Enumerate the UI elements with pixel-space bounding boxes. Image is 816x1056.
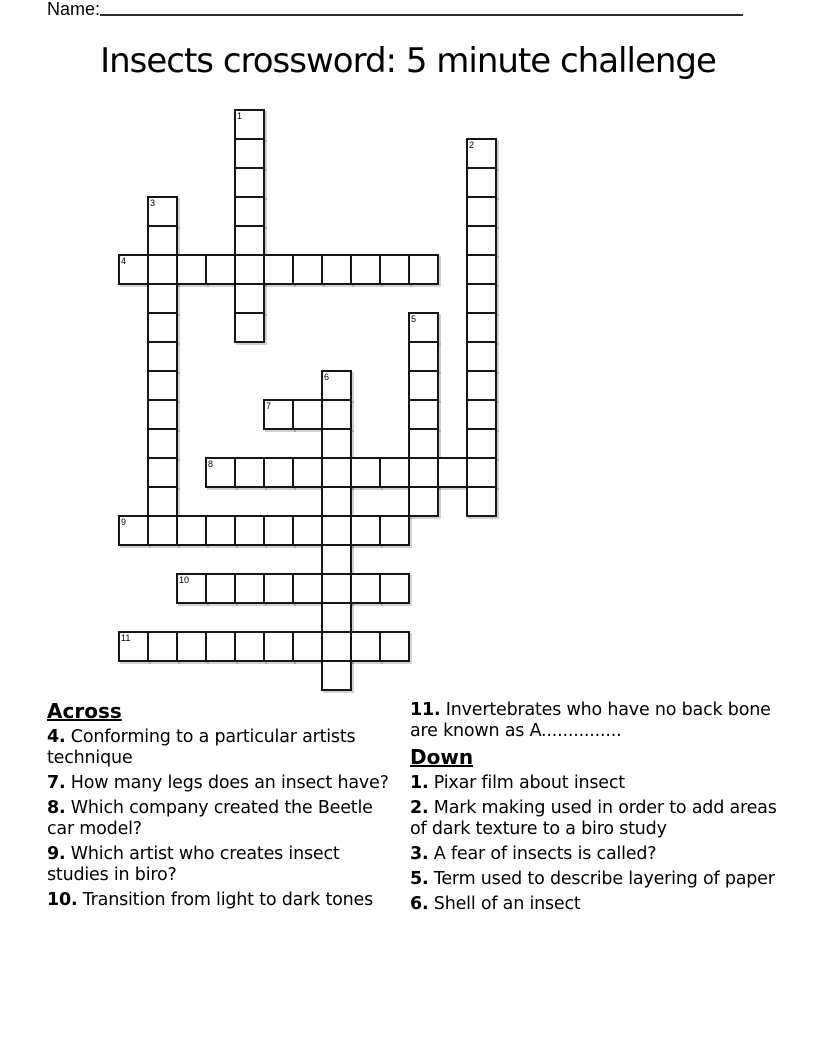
crossword-cell[interactable] [321, 457, 352, 488]
crossword-cell[interactable] [205, 457, 236, 488]
crossword-cell[interactable] [321, 254, 352, 285]
clue-number: 5. [410, 869, 429, 889]
clue-text: Pixar film about insect [428, 773, 625, 793]
clue-text: Mark making used in order to add areas of dark texture to a biro study [410, 798, 777, 839]
clue-across-8 [47, 798, 395, 840]
crossword-cell[interactable] [147, 370, 178, 401]
crossword-cell[interactable] [466, 196, 497, 227]
crossword-cell[interactable] [466, 312, 497, 343]
clue-number: 1. [410, 773, 429, 793]
crossword-cell[interactable] [263, 631, 294, 662]
cell-number: 6 [324, 372, 330, 382]
crossword-cell[interactable] [408, 370, 439, 401]
clue-text: Shell of an insect [428, 894, 581, 914]
crossword-cell[interactable] [350, 254, 381, 285]
crossword-cell[interactable] [466, 370, 497, 401]
crossword-cell[interactable] [234, 196, 265, 227]
crossword-cell[interactable] [147, 225, 178, 256]
page-title: Insects crossword: 5 minute challenge [100, 41, 716, 81]
crossword-cell[interactable] [263, 515, 294, 546]
clues-right-column [410, 700, 778, 919]
crossword-cell[interactable] [321, 486, 352, 517]
crossword-cell[interactable] [466, 428, 497, 459]
crossword-cell[interactable] [379, 254, 410, 285]
clues-left-column [47, 700, 395, 915]
crossword-cell[interactable] [379, 457, 410, 488]
cell-number: 2 [469, 140, 475, 150]
crossword-cell[interactable] [321, 573, 352, 604]
crossword-cell[interactable] [466, 254, 497, 285]
crossword-cell[interactable] [321, 515, 352, 546]
crossword-cell[interactable] [147, 428, 178, 459]
clue-number: 3. [410, 844, 429, 864]
crossword-cell[interactable] [466, 138, 497, 169]
crossword-cell[interactable] [205, 573, 236, 604]
crossword-cell[interactable] [147, 457, 178, 488]
cell-number: 5 [411, 314, 417, 324]
crossword-cell[interactable] [321, 660, 352, 691]
crossword-cell[interactable] [408, 254, 439, 285]
crossword-cell[interactable] [234, 138, 265, 169]
crossword-cell[interactable] [147, 486, 178, 517]
crossword-cell[interactable] [234, 109, 265, 140]
crossword-cell[interactable] [350, 631, 381, 662]
cell-number: 10 [179, 575, 190, 585]
crossword-cell[interactable] [292, 631, 323, 662]
crossword-cell[interactable] [321, 399, 352, 430]
crossword-cell[interactable] [176, 631, 207, 662]
crossword-cell[interactable] [408, 428, 439, 459]
cell-number: 1 [237, 111, 243, 121]
clue-number: 11. [410, 700, 441, 720]
crossword-cell[interactable] [234, 283, 265, 314]
crossword-cell[interactable] [292, 254, 323, 285]
crossword-cell[interactable] [147, 341, 178, 372]
crossword-cell[interactable] [118, 631, 149, 662]
cell-number: 8 [208, 459, 214, 469]
crossword-cell[interactable] [147, 254, 178, 285]
clue-across-9 [47, 844, 395, 886]
crossword-cell[interactable] [408, 457, 439, 488]
clue-across-10 [47, 890, 395, 911]
crossword-cell[interactable] [466, 457, 497, 488]
crossword-cell[interactable] [292, 515, 323, 546]
crossword-cell[interactable] [321, 370, 352, 401]
cell-number: 4 [121, 256, 127, 266]
clue-text: A fear of insects is called? [428, 844, 657, 864]
crossword-cell[interactable] [321, 544, 352, 575]
clue-down-2 [410, 798, 778, 840]
crossword-cell[interactable] [408, 486, 439, 517]
crossword-cell[interactable] [147, 312, 178, 343]
crossword-cell[interactable] [234, 225, 265, 256]
clue-down-1 [410, 773, 778, 794]
crossword-cell[interactable] [234, 631, 265, 662]
clue-down-6 [410, 894, 778, 915]
crossword-cell[interactable] [176, 515, 207, 546]
crossword-cell[interactable] [205, 631, 236, 662]
crossword-cell[interactable] [234, 457, 265, 488]
crossword-cell[interactable] [147, 515, 178, 546]
clue-text: Transition from light to dark tones [77, 890, 373, 910]
crossword-cell[interactable] [205, 254, 236, 285]
cell-number: 3 [150, 198, 156, 208]
clue-across-4 [47, 727, 395, 769]
clue-number: 10. [47, 890, 78, 910]
crossword-cell[interactable] [408, 312, 439, 343]
crossword-cell[interactable] [147, 399, 178, 430]
across-heading: Across [47, 699, 122, 723]
crossword-cell[interactable] [263, 573, 294, 604]
clue-number: 9. [47, 844, 66, 864]
crossword-cell[interactable] [147, 283, 178, 314]
name-blank-line[interactable] [100, 1, 743, 16]
name-label: Name: [47, 0, 101, 19]
clue-down-5 [410, 869, 778, 890]
crossword-cell[interactable] [118, 254, 149, 285]
crossword-cell[interactable] [118, 515, 149, 546]
cell-number: 11 [121, 633, 131, 643]
crossword-cell[interactable] [176, 254, 207, 285]
crossword-cell[interactable] [466, 486, 497, 517]
crossword-cell[interactable] [350, 573, 381, 604]
crossword-cell[interactable] [234, 573, 265, 604]
crossword-cell[interactable] [466, 341, 497, 372]
crossword-cell[interactable] [234, 312, 265, 343]
crossword-cell[interactable] [321, 428, 352, 459]
crossword-cell[interactable] [466, 225, 497, 256]
clue-number: 2. [410, 798, 429, 818]
crossword-cell[interactable] [437, 457, 468, 488]
clue-number: 6. [410, 894, 429, 914]
crossword-cell[interactable] [379, 631, 410, 662]
clue-across-11 [410, 700, 778, 742]
crossword-cell[interactable] [466, 167, 497, 198]
clue-down-3 [410, 844, 778, 865]
crossword-cell[interactable] [466, 399, 497, 430]
clue-text: Term used to describe layering of paper [428, 869, 775, 889]
cell-number: 7 [266, 401, 272, 411]
down-heading: Down [410, 745, 474, 769]
crossword-cell[interactable] [263, 457, 294, 488]
crossword-cell[interactable] [234, 167, 265, 198]
crossword-cell[interactable] [205, 515, 236, 546]
clue-text: Which artist who creates insect studies in biro? [47, 844, 340, 885]
crossword-cell[interactable] [147, 631, 178, 662]
crossword-cell[interactable] [350, 515, 381, 546]
clue-text: Conforming to a particular artists technique [47, 727, 356, 768]
crossword-cell[interactable] [147, 196, 178, 227]
crossword-cell[interactable] [234, 254, 265, 285]
crossword-cell[interactable] [379, 515, 410, 546]
crossword-cell[interactable] [466, 283, 497, 314]
crossword-cell[interactable] [263, 254, 294, 285]
crossword-cell[interactable] [321, 602, 352, 633]
crossword-cell[interactable] [234, 515, 265, 546]
crossword-cell[interactable] [350, 457, 381, 488]
crossword-cell[interactable] [292, 457, 323, 488]
crossword-cell[interactable] [176, 573, 207, 604]
crossword-cell[interactable] [292, 399, 323, 430]
clue-number: 8. [47, 798, 66, 818]
clue-across-7 [47, 773, 395, 794]
clue-text: How many legs does an insect have? [65, 773, 389, 793]
clue-number: 7. [47, 773, 66, 793]
crossword-cell[interactable] [408, 399, 439, 430]
crossword-cell[interactable] [321, 631, 352, 662]
clue-number: 4. [47, 727, 66, 747]
crossword-cell[interactable] [263, 399, 294, 430]
crossword-cell[interactable] [379, 573, 410, 604]
crossword-cell[interactable] [408, 341, 439, 372]
clue-text: Invertebrates who have no back bone are known as A............... [410, 700, 771, 741]
crossword-cell[interactable] [292, 573, 323, 604]
clue-text: Which company created the Beetle car model? [47, 798, 373, 839]
cell-number: 9 [121, 517, 127, 527]
